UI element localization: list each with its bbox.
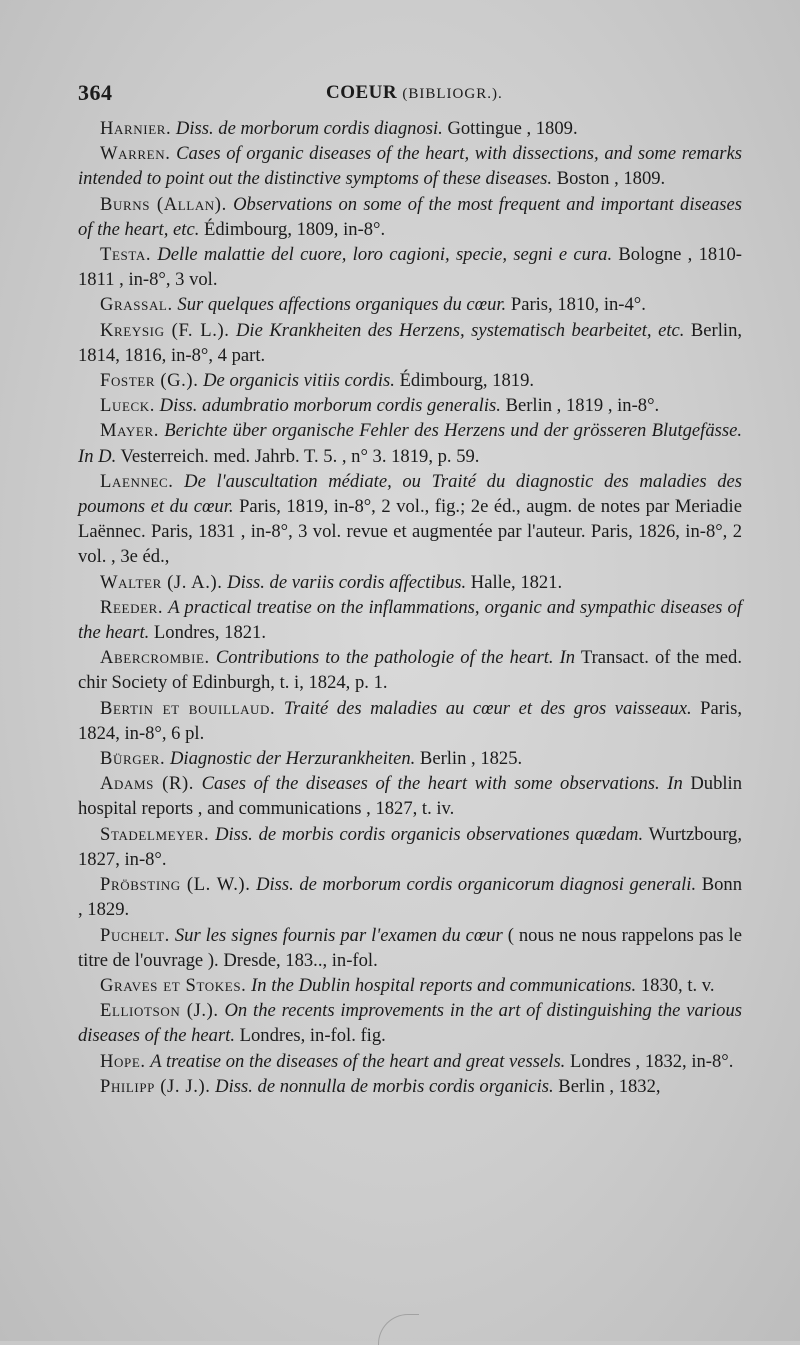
- bibliography-entry: [78, 822, 742, 872]
- entry-author: Grassal.: [100, 294, 173, 316]
- entry-details: Boston , 1809.: [556, 168, 666, 190]
- bibliography-entry: [78, 570, 742, 595]
- entry-author: Graves et Stokes.: [100, 974, 247, 996]
- entry-author: Abercrombie.: [100, 647, 210, 669]
- entry-details: Bonn , 1829.: [78, 874, 742, 921]
- bibliography-entry: [78, 116, 742, 141]
- entry-details: Gottingue , 1809.: [447, 118, 578, 139]
- bibliography-entry: [78, 645, 742, 695]
- entry-title: De organicis vitiis cordis.: [203, 370, 395, 392]
- entry-title: Diss. de morborum cordis organicorum diagnosi generali.: [256, 874, 697, 896]
- entry-details: Édimbourg, 1809, in-8°.: [204, 218, 386, 240]
- entry-title: Sur les signes fournis par l'examen du cœur: [174, 924, 503, 946]
- bibliography-entry: [78, 368, 742, 393]
- entry-details: Édimbourg, 1819.: [399, 370, 535, 392]
- entry-details: Berlin , 1825.: [419, 748, 523, 770]
- entry-details: 1830, t. v.: [640, 974, 715, 996]
- entry-title: Die Krankheiten des Herzens, systematisch bearbeitet, etc.: [236, 319, 685, 341]
- bibliography-entry: [78, 746, 742, 771]
- entry-title: De l'auscultation médiate, ou Traité du diagnostic des maladies des poumons et du cœur.: [78, 470, 742, 518]
- entry-title: Sur quelques affections organiques du cœur.: [177, 294, 507, 316]
- scan-artifact-mark: [378, 1314, 419, 1345]
- entry-author: Bertin et bouillaud.: [100, 697, 276, 719]
- bibliography-entry: [78, 923, 742, 973]
- bibliography-entry: [78, 242, 742, 292]
- entry-details: Halle, 1821.: [470, 571, 563, 593]
- entry-title: Diss. de morborum cordis diagnosi.: [175, 118, 443, 139]
- bibliography-entry: [78, 696, 742, 746]
- page-header: [78, 80, 738, 110]
- entry-title: Diss. de morbis cordis organicis observationes quædam.: [215, 823, 644, 845]
- entry-title: Diss. adumbratio morborum cordis generalis.: [159, 395, 501, 417]
- running-title-main: COEUR: [326, 82, 398, 103]
- bibliography-entry: [78, 393, 742, 418]
- entry-details: Paris, 1819, in-8°, 2 vol., fig.; 2e éd., augm. de notes par Meriadie Laënnec. Paris, 1831 , in-8°, 3 vol. revue et augmentée par l'auteur. Paris, 1826, in-8°, 2 vol. , 3e éd.,: [78, 496, 742, 568]
- entry-author: Harnier.: [100, 118, 172, 139]
- entry-title: Diss. de variis cordis affectibus.: [227, 571, 467, 593]
- bibliography-entry: [78, 418, 742, 468]
- entry-details: Paris, 1824, in-8°, 6 pl.: [78, 697, 743, 744]
- entry-title: Cases of the diseases of the heart with some observations. In: [201, 773, 683, 795]
- entry-title: Delle malattie del cuore, loro cagioni, specie, segni e cura.: [157, 244, 613, 266]
- entry-details: ( nous ne nous rappelons pas le titre de l'ouvrage ). Dresde, 183.., in-fol.: [78, 924, 742, 971]
- bibliography-entry: [78, 192, 742, 242]
- entry-details: Berlin, 1814, 1816, in-8°, 4 part.: [78, 319, 743, 366]
- entry-author: Puchelt.: [100, 924, 170, 946]
- bibliography-entry: [78, 318, 742, 368]
- entry-title: Berichte über organische Fehler des Herzens und der grösseren Blutgefässe. In D.: [78, 420, 742, 467]
- bibliography-list: [78, 116, 742, 1099]
- bibliography-entry: [78, 771, 742, 821]
- entry-author: Hope.: [100, 1050, 146, 1072]
- entry-details: Vesterreich. med. Jahrb. T. 5. , n° 3. 1819, p. 59.: [120, 445, 480, 467]
- entry-details: Londres, in-fol. fig.: [239, 1025, 386, 1047]
- entry-details: Berlin , 1832,: [558, 1075, 661, 1097]
- bibliography-entry: [78, 1074, 742, 1099]
- entry-details: Dublin hospital reports , and communications , 1827, t. iv.: [78, 773, 742, 820]
- entry-title: On the recents improvements in the art of distinguishing the various diseases of the heart.: [78, 1000, 742, 1047]
- entry-author: Laennec.: [100, 470, 174, 492]
- entry-author: Bürger.: [100, 748, 166, 770]
- entry-author: Walter (J. A.).: [100, 571, 223, 593]
- entry-author: Testa.: [100, 244, 152, 266]
- entry-author: Lueck.: [100, 395, 155, 417]
- entry-title: Cases of organic diseases of the heart, with dissections, and some remarks intended to point out the distinctive symptoms of these diseases.: [78, 143, 742, 190]
- entry-details: Paris, 1810, in-4°.: [510, 294, 646, 316]
- entry-title: Contributions to the pathologie of the heart. In: [215, 647, 576, 669]
- entry-author: Kreysig (F. L.).: [100, 319, 230, 341]
- entry-author: Stadelmeyer.: [100, 823, 210, 845]
- entry-title: Diss. de nonnulla de morbis cordis organicis.: [215, 1075, 554, 1097]
- entry-title: A treatise on the diseases of the heart and great vessels.: [150, 1050, 566, 1072]
- bibliography-entry: [78, 469, 742, 570]
- entry-author: Warren.: [100, 143, 171, 165]
- entry-title: A practical treatise on the inflammations, organic and sympathic diseases of the heart.: [78, 596, 743, 644]
- bibliography-entry: [78, 973, 742, 998]
- entry-author: Reeder.: [100, 596, 164, 618]
- page-number: 364: [78, 80, 113, 105]
- entry-details: Transact. of the med. chir Society of Edinburgh, t. i, 1824, p. 1.: [78, 647, 743, 694]
- bibliography-entry: [78, 1049, 742, 1074]
- bibliography-entry: [78, 292, 742, 317]
- entry-author: Elliotson (J.).: [100, 1000, 219, 1022]
- entry-author: Adams (R).: [100, 773, 195, 795]
- entry-title: Traité des maladies au cœur et des gros vaisseaux.: [283, 697, 692, 719]
- entry-title: Observations on some of the most frequent and important diseases of the heart, etc.: [78, 193, 742, 240]
- bibliography-entry: [78, 595, 742, 645]
- bibliography-entry: [78, 141, 742, 191]
- entry-details: Wurtzbourg, 1827, in-8°.: [78, 823, 742, 870]
- bibliography-entry: [78, 998, 742, 1048]
- bibliography-entry: [78, 872, 742, 922]
- running-title-paren: (BIBLIOGR.).: [402, 86, 503, 102]
- running-title: [326, 82, 503, 104]
- entry-details: Bologne , 1810-1811 , in-8°, 3 vol.: [78, 244, 742, 291]
- entry-author: Burns (Allan).: [100, 193, 227, 215]
- entry-title: Diagnostic der Herzurankheiten.: [169, 748, 416, 770]
- entry-details: Londres, 1821.: [153, 622, 266, 644]
- entry-title: In the Dublin hospital reports and communications.: [251, 974, 637, 996]
- entry-details: Londres , 1832, in-8°.: [569, 1050, 734, 1072]
- entry-author: Pröbsting (L. W.).: [100, 874, 251, 896]
- entry-details: Berlin , 1819 , in-8°.: [505, 395, 660, 417]
- entry-author: Mayer.: [100, 420, 159, 442]
- entry-author: Philipp (J. J.).: [100, 1075, 211, 1097]
- entry-author: Foster (G.).: [100, 370, 199, 392]
